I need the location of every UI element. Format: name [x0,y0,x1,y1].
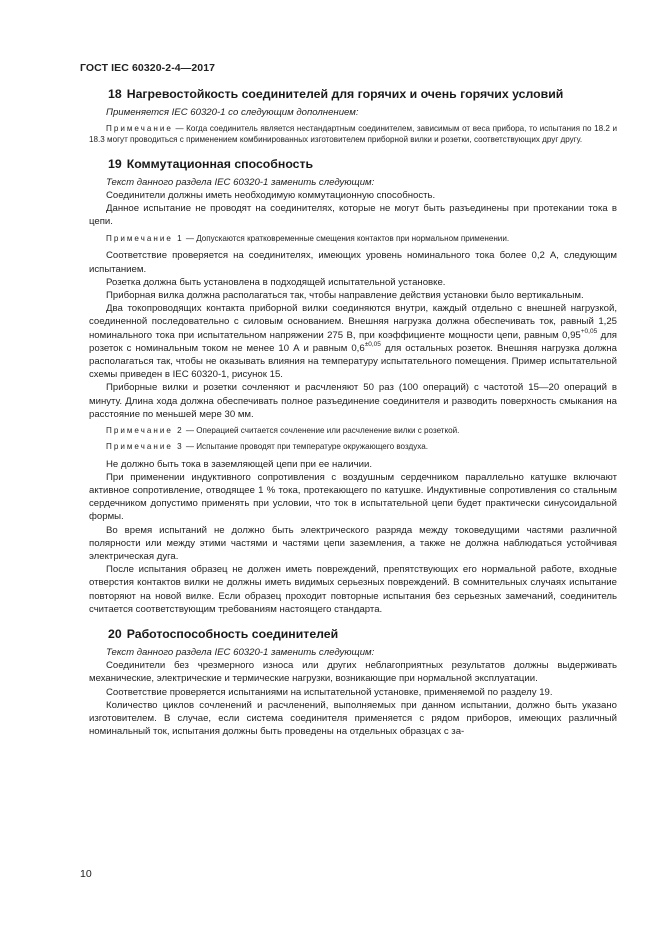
text-run: для розеток с номинальным током не менее 10 А и равным 0,6 [89,329,617,354]
section-19-note-1 [89,234,617,245]
section-19-intro: Текст данного раздела IEC 60320-1 заменить следующим: [106,176,375,188]
section-18-note [89,124,617,146]
section-number: 19 [108,156,122,171]
section-title: Нагревостойкость соединителей для горячих и очень горячих условий [126,87,564,101]
paragraph: Соответствие проверяется на соединителях, имеющих уровень номинального тока более 0,2 А, следующим испытанием. [89,250,617,275]
section-19-note-3 [89,442,617,453]
note-label: Примечание [106,124,173,134]
paragraph: После испытания образец не должен иметь повреждений, препятствующих его нормальной работе, входные отверстия контактов вилки не должны иметь видимых серьезных повреждений. В сомнительных случаях испытание повторяют на новой вилке. Если образец проходит повторные испытания без серьезных замечаний, соединитель считается соответствующим требованиям настоящего стандарта. [89,564,617,615]
note-label: Примечание 2 [106,426,184,436]
page-content [89,86,617,739]
tolerance-superscript: ±0,05 [364,340,381,348]
paragraph-test-circuit [89,302,617,381]
section-19-heading [89,156,617,172]
paragraph: Соединители должны иметь необходимую коммутационную способность. [106,190,436,201]
paragraph: Соответствие проверяется испытаниями на испытательной установке, применяемой по разделу 19. [106,686,553,698]
paragraph: Розетка должна быть установлена в подходящей испытательной установке. [106,276,446,288]
section-number: 20 [108,627,122,642]
section-18-intro: Применяется IEC 60320-1 со следующим дополнением: [106,107,359,118]
section-20-intro: Текст данного раздела IEC 60320-1 заменить следующим: [106,647,375,659]
note-label: Примечание 1 [106,233,184,243]
section-19-note-2 [89,426,617,437]
paragraph: Приборные вилки и розетки сочленяют и расчленяют 50 раз (100 операций) с частотой 15—20 операций в минуту. Длина хода должна обеспечивать полное разъединение соединителя и разводить поверхность смыкания на расстояние по меньшей мере 30 мм. [89,382,617,420]
note-text: — Допускаются кратковременные смещения контактов при нормальном применении. [183,233,510,243]
paragraph: Не должно быть тока в заземляющей цепи при ее наличии. [106,458,372,470]
note-text: — Операцией считается сочленение или расчленение вилки с розеткой. [183,426,460,436]
paragraph: При применении индуктивного сопротивления с воздушным сердечником параллельно катушке включают активное сопротивление, отводящее 1 % тока, протекающего по катушке. Индуктивные сопротивления со стальным сердечником допустимо применять при условии, что ток в испытательной цепи будет практически синусоидальной формы. [89,471,617,523]
tolerance-superscript: +0,05 [580,327,598,335]
section-18-heading [89,86,617,102]
paragraph: Во время испытаний не должно быть электрического разряда между токоведущими частями различной полярности или между этими частями и частями цепи заземления, а также не должна наблюдаться устойчивая электрическая дуга. [89,524,617,563]
note-text: — Испытание проводят при температуре окружающего воздуха. [183,441,428,451]
paragraph: Данное испытание не проводят на соединителях, которые не могут быть разъединены при протекании тока в цепи. [89,203,617,228]
standard-header: ГОСТ IEC 60320-2-4—2017 [80,62,216,74]
section-title: Работоспособность соединителей [126,627,339,642]
paragraph: Количество циклов сочленений и расчленений, выполняемых при данном испытании, должно быть указано изготовителем. В случае, если система соединителя применяется с рядом приборов, имеющих различный номинальный ток, испытания должны быть проведены на отдельных образцах с за- [89,699,617,738]
note-text: — Когда соединитель является нестандартным соединителем, зависимым от веса прибора, то испытания по 18.2 и 18.3 могут проводиться с применением комбинированных изготовителем приборной вилки и розетки, соответствующих друг другу. [89,124,617,144]
paragraph: Приборная вилка должна располагаться так, чтобы направление действия установки было вертикальным. [106,290,584,302]
paragraph: Соединители без чрезмерного износа или других неблагоприятных результатов должны выдерживать механические, электрические и термические нагрузки, возникающие при нормальной эксплуатации. [89,660,617,685]
text-run: Два токопроводящих контакта приборной вилки соединяются внутри, каждый отдельно с внешней нагрузкой, соединенной последовательно с силовым основанием. Внешняя нагрузка должна обеспечивать ток, равный 1,25 номинального тока при испытательном напряжении 275 В, при коэффициенте мощности цепи, равным 0,95 [89,303,617,341]
page-number: 10 [80,868,92,880]
section-number: 18 [108,87,122,101]
note-label: Примечание 3 [106,441,184,451]
text-run: для остальных розеток. Внешняя нагрузка должна располагаться так, чтобы не оказывать влияния на температуру испытательного помещения. Пример испытательной схемы приведен в IEC 60320-1, рисунок 15. [89,342,618,381]
section-20-heading [89,626,617,642]
section-title: Коммутационная способность [126,156,314,171]
